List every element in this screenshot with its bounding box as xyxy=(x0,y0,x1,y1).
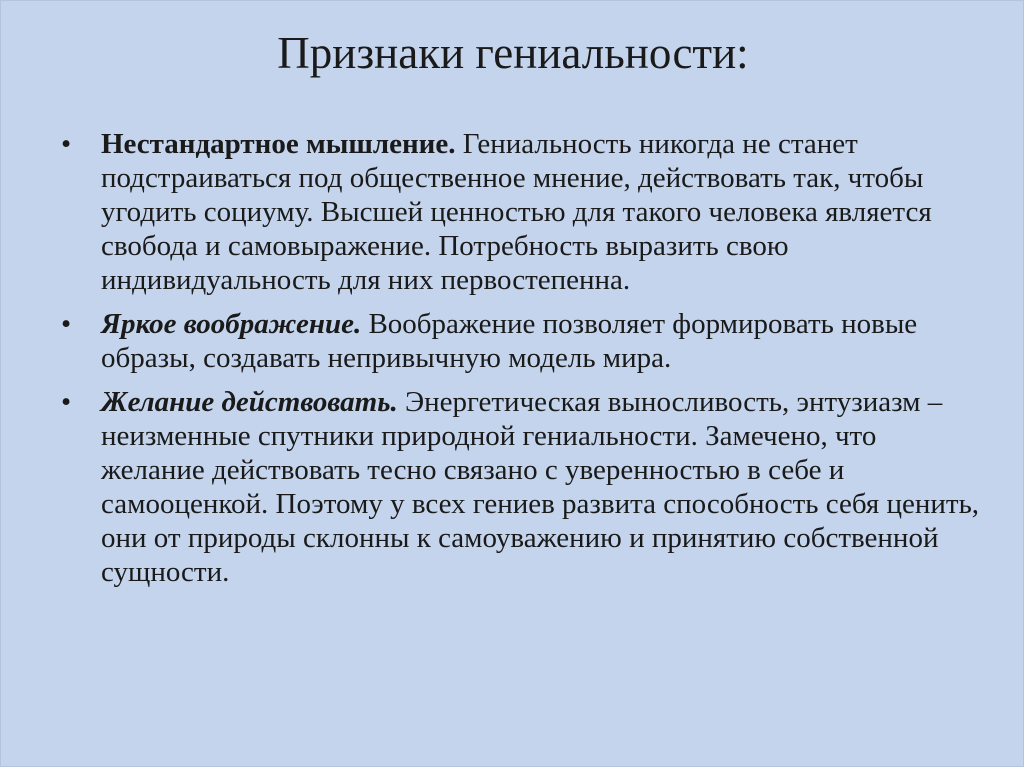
bullet-text: Воображение позволяет формировать новые образы, создавать непривычную модель мира. xyxy=(101,308,918,374)
bullet-marker: • xyxy=(61,386,72,418)
bullet-list xyxy=(61,127,981,599)
bullet-marker: • xyxy=(61,308,72,340)
bullet-text: Энергетическая выносливость, энтузиазм – неизменные спутники природной гениальности. Замечено, что желание действовать тесно связано с уверенностью в себе и самооценкой. Поэтому у всех гениев развита способность себя ценить, они от природы склонны к самоуважению и принятию собственной сущности. xyxy=(101,386,980,588)
bullet-item xyxy=(61,127,981,297)
bullet-text: Гениальность никогда не станет подстраиваться под общественное мнение, действовать так, чтобы угодить социуму. Высшей ценностью для такого человека является свобода и самовыражение. Потребность выразить свою индивидуальность для них первостепенна. xyxy=(101,128,932,296)
bullet-item xyxy=(61,307,981,375)
bullet-marker: • xyxy=(61,128,72,160)
bullet-item xyxy=(61,385,981,589)
slide-title: Признаки гениальности: xyxy=(277,28,749,78)
bullet-term: Желание действовать. xyxy=(101,386,398,418)
bullet-term: Нестандартное мышление. xyxy=(101,128,456,160)
bullet-term: Яркое воображение. xyxy=(101,308,362,340)
